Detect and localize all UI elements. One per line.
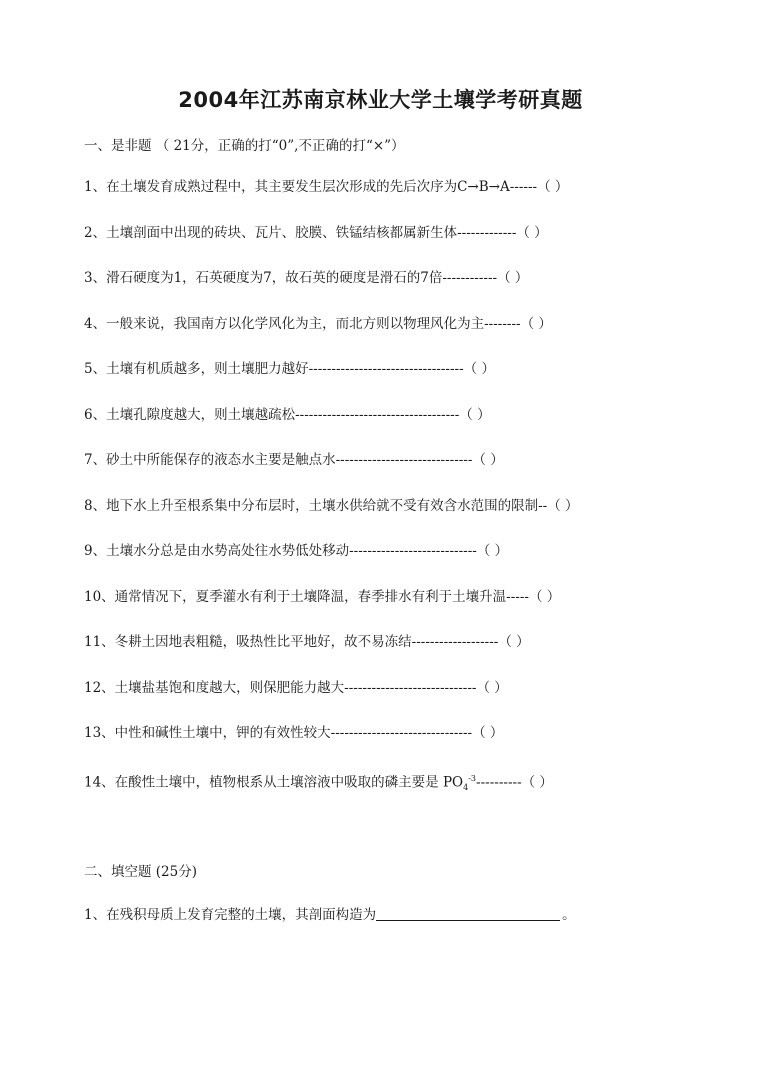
question-14-tail: ----------（ ） (476, 774, 553, 791)
answer-blank-line[interactable] (376, 905, 560, 921)
question-item: 13、中性和碱性土壤中，钾的有效性较大-------------------------------（ ） (84, 725, 504, 741)
question-item: 7、砂土中所能保存的液态水主要是触点水------------------------------（ ） (84, 452, 504, 468)
question-14-text: 14、在酸性土壤中，植物根系从土壤溶液中吸取的磷主要是 PO (84, 774, 464, 791)
question-item: 5、土壤有机质越多，则土壤肥力越好----------------------------------（ ） (84, 361, 495, 377)
fill-question-1-text: 1、在残积母质上发育完整的土壤，其剖面构造为 (84, 907, 377, 923)
question-item: 11、冬耕土因地表粗糙，吸热性比平地好，故不易冻结-------------------（ ） (84, 634, 530, 650)
fill-question-1-period: 。 (562, 907, 576, 923)
phosphate-subscript: 4 (463, 783, 469, 793)
question-item: 10、通常情况下，夏季灌水有利于土壤降温，春季排水有利于土壤升温-----（ ） (84, 589, 561, 605)
fill-question-1 (84, 905, 576, 925)
section-heading-fill-blank: 二、填空题 (25分) (84, 864, 198, 880)
question-item: 6、土壤孔隙度越大，则土壤越疏松------------------------------------（ ） (84, 407, 491, 423)
section-heading-true-false: 一、是非题 （ 21分，正确的打“0”,不正确的打“×”） (84, 138, 405, 154)
question-item: 12、土壤盐基饱和度越大，则保肥能力越大-----------------------------（ ） (84, 680, 508, 696)
question-item: 4、一般来说，我国南方以化学风化为主，而北方则以物理风化为主--------（ ） (84, 316, 552, 332)
question-item: 9、土壤水分总是由水势高处往水势低处移动----------------------------（ ） (84, 543, 509, 559)
question-item: 2、土壤剖面中出现的砖块、瓦片、胶膜、铁锰结核都属新生体-------------（ ） (84, 225, 548, 241)
page-title: 2004年江苏南京林业大学土壤学考研真题 (178, 88, 583, 112)
question-item: 8、地下水上升至根系集中分布层时，土壤水供给就不受有效含水范围的限制--（ ） (84, 498, 579, 514)
question-item: 3、滑石硬度为1，石英硬度为7，故石英的硬度是滑石的7倍------------（ ） (84, 270, 529, 286)
phosphate-charge: -3 (468, 774, 477, 783)
question-item-14 (84, 769, 553, 793)
question-item: 1、在土壤发育成熟过程中，其主要发生层次形成的先后次序为C→B→A------（ ） (84, 179, 569, 195)
